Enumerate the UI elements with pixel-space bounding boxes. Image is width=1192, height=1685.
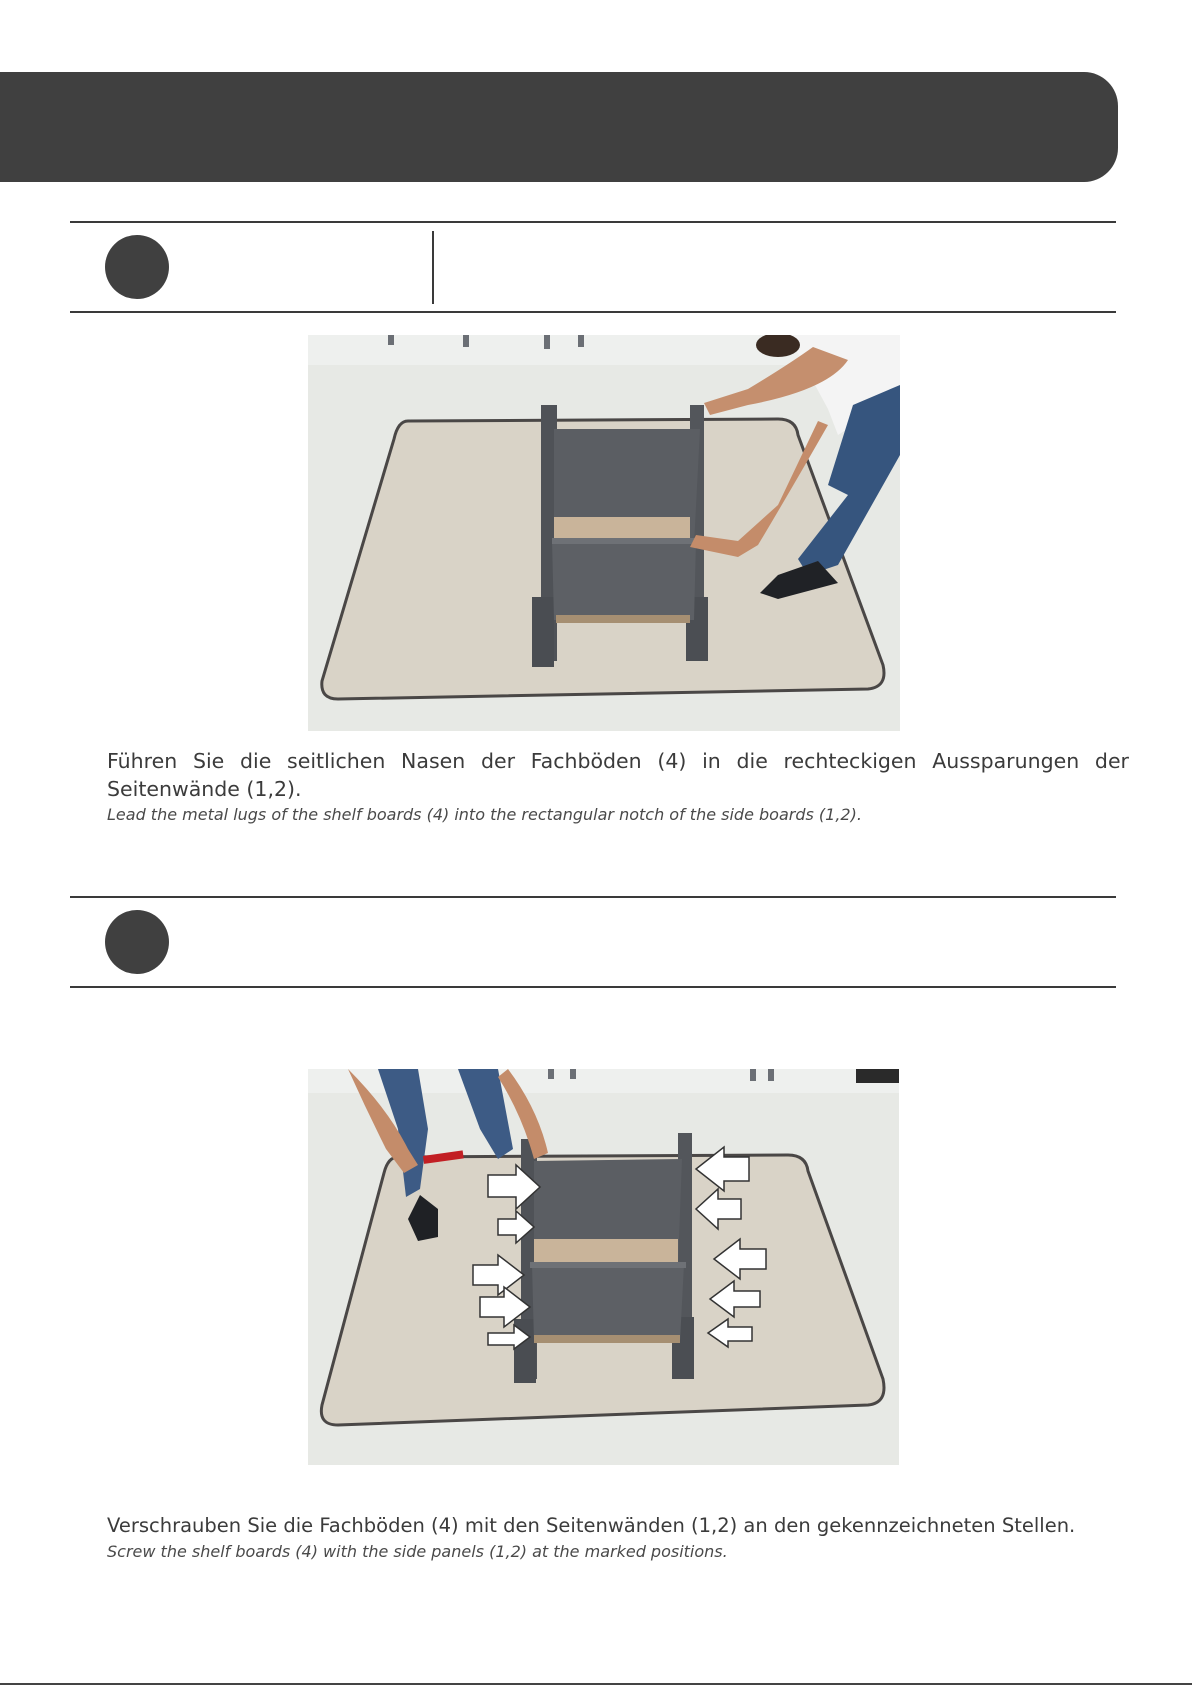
step-1-number-circle — [105, 235, 169, 299]
step-1-instruction-en: Lead the metal lugs of the shelf boards (4) into the rectangular notch of the side boards (1,2). — [107, 805, 862, 824]
step-2-photo — [308, 1069, 899, 1465]
step-2-instruction-de: Verschrauben Sie die Fachböden (4) mit den Seitenwänden (1,2) an den gekennzeichneten Stellen. — [107, 1514, 1076, 1537]
step-2-top-rule — [70, 896, 1116, 898]
step-1-photo — [308, 335, 900, 731]
step-2-number-circle — [105, 910, 169, 974]
step-1-divider — [432, 231, 434, 304]
step-2-bottom-rule — [70, 986, 1116, 988]
step-1-top-rule — [70, 221, 1116, 223]
step-1-bottom-rule — [70, 311, 1116, 313]
step-1-instruction-de: Führen Sie die seitlichen Nasen der Fachböden (4) in die rechteckigen Aussparungen der Seitenwände (1,2). — [107, 749, 1129, 801]
step-2-instruction-en: Screw the shelf boards (4) with the side panels (1,2) at the marked positions. — [107, 1542, 728, 1561]
header-banner — [0, 72, 1118, 182]
